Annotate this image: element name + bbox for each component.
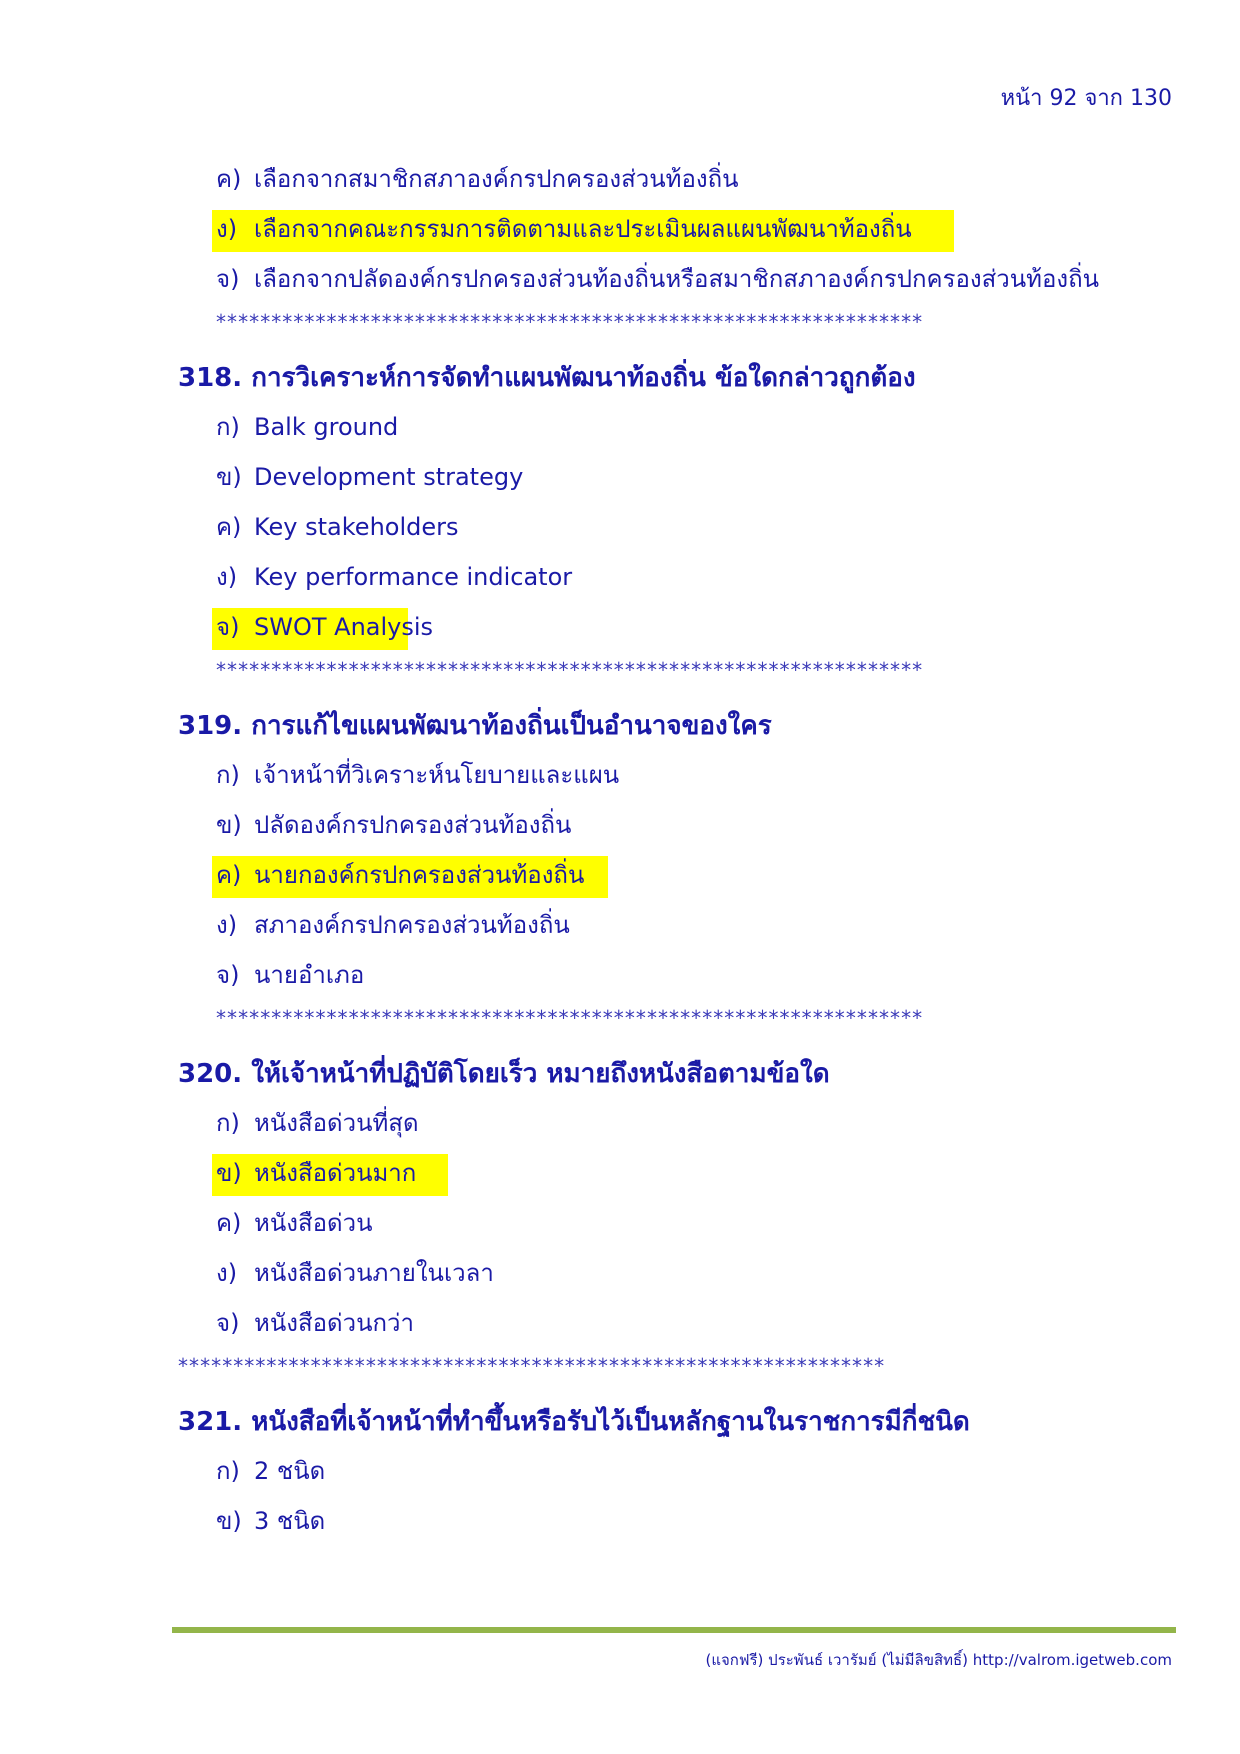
page-number: หน้า 92 จาก 130 — [1000, 86, 1172, 111]
option-item — [178, 1104, 1178, 1154]
option-text: หนังสือด่วนกว่า — [254, 1309, 414, 1337]
option-label: ง) — [216, 563, 238, 591]
option-item-correct — [178, 210, 1178, 260]
footer-rule — [172, 1627, 1176, 1633]
option-text: Key stakeholders — [254, 513, 459, 541]
option-item — [178, 1502, 1178, 1552]
option-text: หนังสือด่วนมาก — [254, 1159, 417, 1187]
option-text: 2 ชนิด — [254, 1457, 326, 1485]
option-text: เลือกจากคณะกรรมการติดตามและประเมินผลแผนพัฒนาท้องถิ่น — [254, 215, 912, 243]
option-item-correct — [178, 1154, 1178, 1204]
option-label: ก) — [216, 1109, 240, 1137]
option-label: ง) — [216, 215, 238, 243]
option-label: ข) — [216, 1507, 242, 1535]
option-text: เลือกจากสมาชิกสภาองค์กรปกครองส่วนท้องถิ่น — [254, 165, 739, 193]
option-label: ก) — [216, 1457, 240, 1485]
option-label: ข) — [216, 1159, 242, 1187]
footer-credit: (แจกฟรี) ประพันธ์ เวารัมย์ (ไม่มีลิขสิทธิ์) http://valrom.igetweb.com — [705, 1651, 1172, 1669]
separator: **************************************************************** — [216, 658, 924, 682]
option-label: ค) — [216, 1209, 242, 1237]
option-label: ง) — [216, 1259, 238, 1287]
option-label: ค) — [216, 513, 242, 541]
option-label: ก) — [216, 413, 240, 441]
option-text: นายกองค์กรปกครองส่วนท้องถิ่น — [254, 861, 585, 889]
option-item — [178, 1304, 1178, 1354]
option-label: จ) — [216, 961, 240, 989]
question-title: 319. การแก้ไขแผนพัฒนาท้องถิ่นเป็นอำนาจของใคร — [178, 711, 772, 741]
option-text: เลือกจากปลัดองค์กรปกครองส่วนท้องถิ่นหรือสมาชิกสภาองค์กรปกครองส่วนท้องถิ่น — [254, 265, 1100, 293]
option-item — [178, 458, 1178, 508]
question-title: 320. ให้เจ้าหน้าที่ปฏิบัติโดยเร็ว หมายถึงหนังสือตามข้อใด — [178, 1059, 830, 1089]
option-text: นายอำเภอ — [254, 961, 365, 989]
option-text: หนังสือด่วน — [254, 1209, 373, 1237]
document-body — [178, 160, 1178, 1552]
option-item — [178, 260, 1178, 310]
option-label: ข) — [216, 463, 242, 491]
option-text: Development strategy — [254, 463, 524, 491]
option-item — [178, 558, 1178, 608]
option-item — [178, 1204, 1178, 1254]
option-item — [178, 956, 1178, 1006]
option-label: จ) — [216, 1309, 240, 1337]
question-title: 321. หนังสือที่เจ้าหน้าที่ทำขึ้นหรือรับไว้เป็นหลักฐานในราชการมีกี่ชนิด — [178, 1407, 970, 1437]
option-text: Balk ground — [254, 413, 399, 441]
option-item — [178, 756, 1178, 806]
option-text: หนังสือด่วนที่สุด — [254, 1109, 419, 1137]
option-item — [178, 160, 1178, 210]
option-item — [178, 806, 1178, 856]
option-label: จ) — [216, 613, 240, 641]
option-label: ก) — [216, 761, 240, 789]
option-item — [178, 508, 1178, 558]
option-text: สภาองค์กรปกครองส่วนท้องถิ่น — [254, 911, 570, 939]
option-text: Key performance indicator — [254, 563, 573, 591]
option-item — [178, 408, 1178, 458]
question-title: 318. การวิเคราะห์การจัดทำแผนพัฒนาท้องถิ่น ข้อใดกล่าวถูกต้อง — [178, 363, 916, 393]
separator: **************************************************************** — [178, 1354, 886, 1378]
option-label: ค) — [216, 165, 242, 193]
option-item-correct — [178, 856, 1178, 906]
option-label: ค) — [216, 861, 242, 889]
option-label: จ) — [216, 265, 240, 293]
option-item — [178, 906, 1178, 956]
option-text: SWOT Analysis — [254, 613, 434, 641]
option-label: ข) — [216, 811, 242, 839]
option-text: ปลัดองค์กรปกครองส่วนท้องถิ่น — [254, 811, 572, 839]
option-item — [178, 1254, 1178, 1304]
option-item — [178, 1452, 1178, 1502]
separator: **************************************************************** — [216, 310, 924, 334]
option-item-correct — [178, 608, 1178, 658]
option-label: ง) — [216, 911, 238, 939]
option-text: หนังสือด่วนภายในเวลา — [254, 1259, 494, 1287]
option-text: เจ้าหน้าที่วิเคราะห์นโยบายและแผน — [254, 761, 620, 789]
option-text: 3 ชนิด — [254, 1507, 326, 1535]
separator: **************************************************************** — [216, 1006, 924, 1030]
